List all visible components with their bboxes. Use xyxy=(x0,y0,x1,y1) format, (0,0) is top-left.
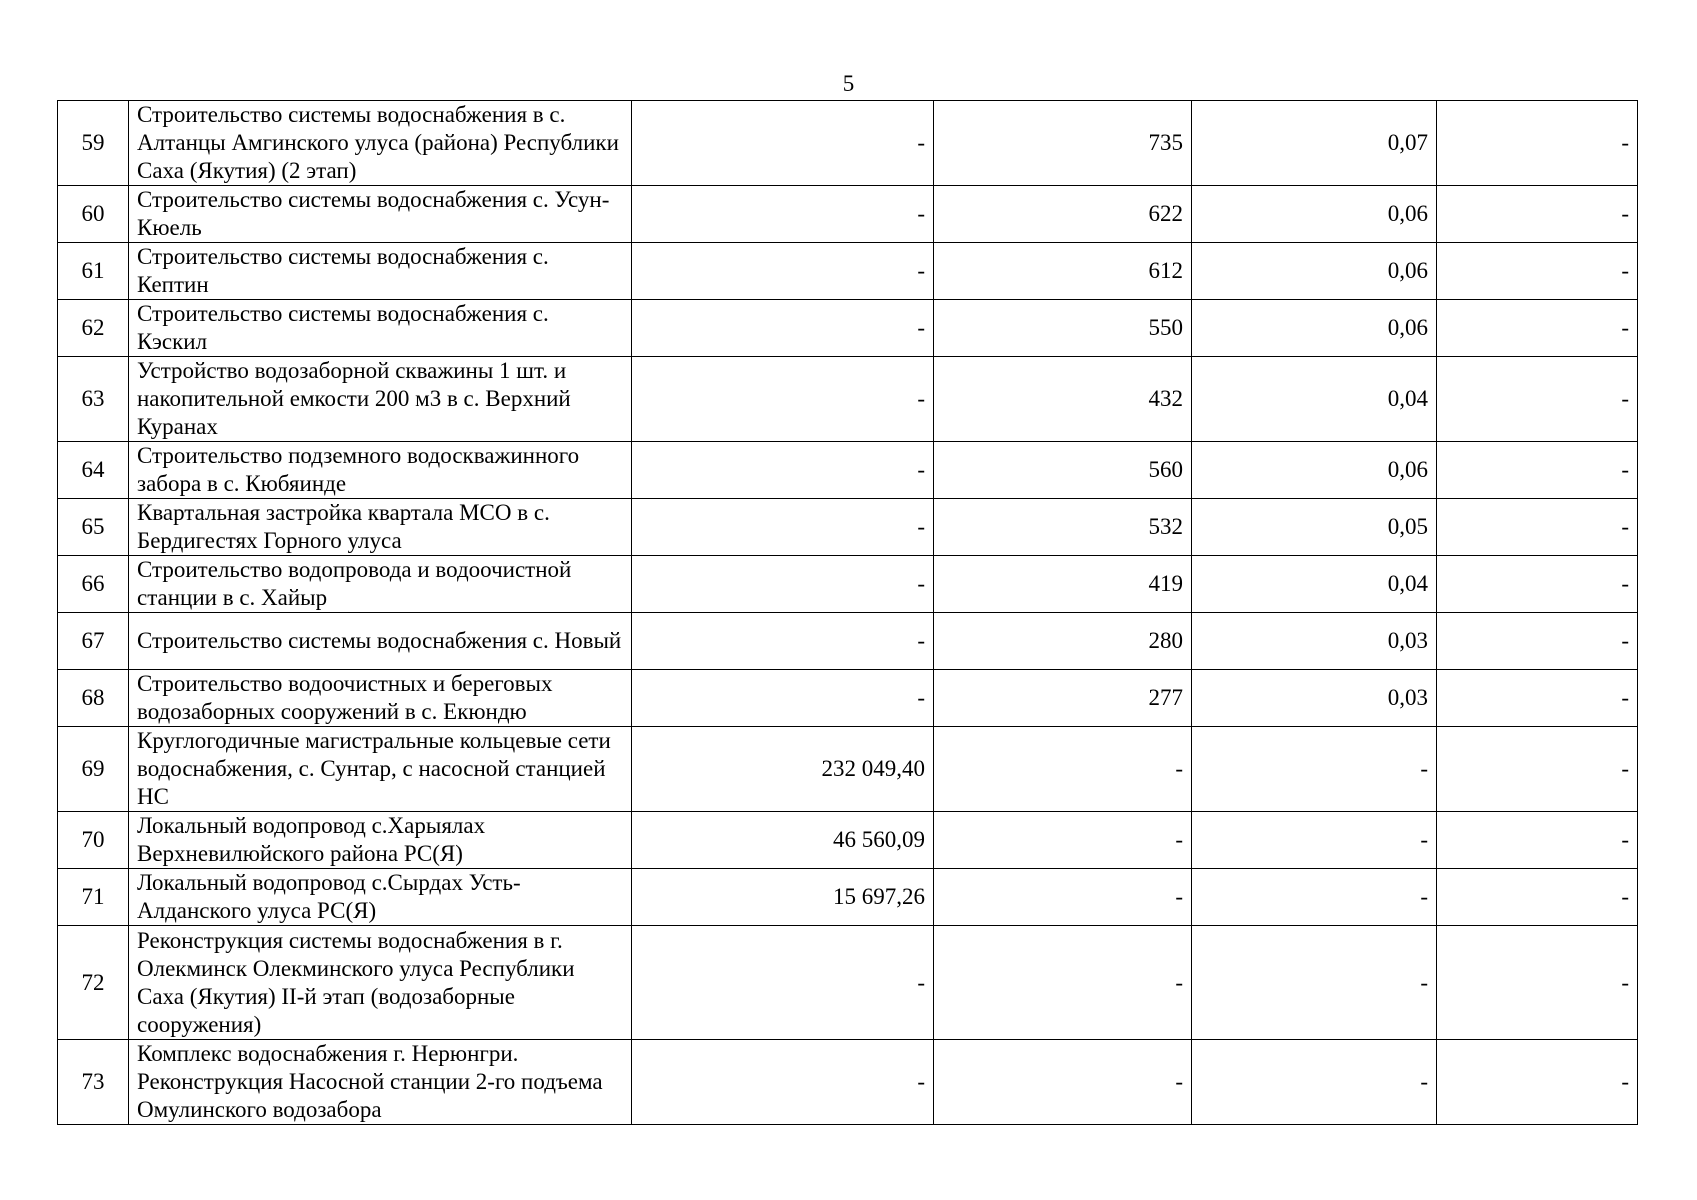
value-col-2: - xyxy=(934,1040,1192,1125)
value-col-1: - xyxy=(632,243,934,300)
table-row xyxy=(58,442,1638,499)
object-name: Строительство системы водоснабжения с. Усун-Кюель xyxy=(129,186,632,243)
value-col-4: - xyxy=(1437,186,1638,243)
table-row xyxy=(58,556,1638,613)
object-name: Квартальная застройка квартала МСО в с. Бердигестях Горного улуса xyxy=(129,499,632,556)
value-col-2: - xyxy=(934,869,1192,926)
object-name: Комплекс водоснабжения г. Нерюнгри. Реконструкция Насосной станции 2-го подъема Омулинского водозабора xyxy=(129,1040,632,1125)
value-col-3: 0,03 xyxy=(1192,670,1437,727)
value-col-2: 532 xyxy=(934,499,1192,556)
value-col-4: - xyxy=(1437,812,1638,869)
value-col-4: - xyxy=(1437,442,1638,499)
value-col-3: 0,06 xyxy=(1192,442,1437,499)
value-col-3: 0,04 xyxy=(1192,556,1437,613)
table-row xyxy=(58,670,1638,727)
value-col-3: 0,06 xyxy=(1192,243,1437,300)
object-name: Строительство системы водоснабжения с. Кептин xyxy=(129,243,632,300)
object-name: Устройство водозаборной скважины 1 шт. и накопительной емкости 200 м3 в с. Верхний Куранах xyxy=(129,357,632,442)
value-col-3: 0,05 xyxy=(1192,499,1437,556)
object-name: Строительство водопровода и водоочистной станции в с. Хайыр xyxy=(129,556,632,613)
value-col-1: - xyxy=(632,1040,934,1125)
value-col-1: - xyxy=(632,300,934,357)
object-name: Локальный водопровод с.Сырдах Усть-Алданского улуса РС(Я) xyxy=(129,869,632,926)
row-number: 69 xyxy=(58,727,129,812)
table-row xyxy=(58,101,1638,186)
table-row xyxy=(58,186,1638,243)
value-col-1: 232 049,40 xyxy=(632,727,934,812)
row-number: 71 xyxy=(58,869,129,926)
table-row xyxy=(58,869,1638,926)
value-col-3: - xyxy=(1192,1040,1437,1125)
value-col-4: - xyxy=(1437,613,1638,670)
value-col-2: 622 xyxy=(934,186,1192,243)
value-col-3: - xyxy=(1192,727,1437,812)
table-row xyxy=(58,812,1638,869)
row-number: 62 xyxy=(58,300,129,357)
value-col-1: - xyxy=(632,613,934,670)
value-col-3: 0,06 xyxy=(1192,300,1437,357)
value-col-2: 612 xyxy=(934,243,1192,300)
object-name: Строительство системы водоснабжения с. Новый xyxy=(129,613,632,670)
value-col-2: 550 xyxy=(934,300,1192,357)
value-col-4: - xyxy=(1437,101,1638,186)
value-col-2: 432 xyxy=(934,357,1192,442)
row-number: 66 xyxy=(58,556,129,613)
row-number: 63 xyxy=(58,357,129,442)
value-col-1: - xyxy=(632,926,934,1040)
row-number: 64 xyxy=(58,442,129,499)
value-col-1: - xyxy=(632,442,934,499)
value-col-4: - xyxy=(1437,243,1638,300)
table-row xyxy=(58,1040,1638,1125)
row-number: 70 xyxy=(58,812,129,869)
value-col-2: - xyxy=(934,926,1192,1040)
table-row xyxy=(58,727,1638,812)
table-row xyxy=(58,613,1638,670)
value-col-2: 560 xyxy=(934,442,1192,499)
value-col-2: - xyxy=(934,727,1192,812)
value-col-1: - xyxy=(632,186,934,243)
value-col-1: - xyxy=(632,556,934,613)
value-col-1: - xyxy=(632,499,934,556)
object-name: Строительство подземного водоскважинного забора в с. Кюбяинде xyxy=(129,442,632,499)
value-col-4: - xyxy=(1437,727,1638,812)
value-col-2: 277 xyxy=(934,670,1192,727)
object-name: Круглогодичные магистральные кольцевые сети водоснабжения, с. Сунтар, с насосной станцией НС xyxy=(129,727,632,812)
value-col-1: 15 697,26 xyxy=(632,869,934,926)
value-col-1: 46 560,09 xyxy=(632,812,934,869)
object-name: Строительство системы водоснабжения с. Кэскил xyxy=(129,300,632,357)
value-col-4: - xyxy=(1437,670,1638,727)
row-number: 67 xyxy=(58,613,129,670)
table-row xyxy=(58,300,1638,357)
value-col-4: - xyxy=(1437,926,1638,1040)
data-table xyxy=(57,100,1638,1125)
table-row xyxy=(58,926,1638,1040)
value-col-4: - xyxy=(1437,499,1638,556)
row-number: 68 xyxy=(58,670,129,727)
value-col-2: 280 xyxy=(934,613,1192,670)
value-col-3: - xyxy=(1192,926,1437,1040)
page-number: 5 xyxy=(842,71,855,96)
table-row xyxy=(58,357,1638,442)
value-col-4: - xyxy=(1437,357,1638,442)
value-col-2: 735 xyxy=(934,101,1192,186)
row-number: 72 xyxy=(58,926,129,1040)
value-col-1: - xyxy=(632,670,934,727)
row-number: 60 xyxy=(58,186,129,243)
value-col-1: - xyxy=(632,357,934,442)
object-name: Строительство системы водоснабжения в с. Алтанцы Амгинского улуса (района) Республики Саха (Якутия) (2 этап) xyxy=(129,101,632,186)
row-number: 65 xyxy=(58,499,129,556)
value-col-2: - xyxy=(934,812,1192,869)
value-col-4: - xyxy=(1437,556,1638,613)
value-col-4: - xyxy=(1437,869,1638,926)
row-number: 73 xyxy=(58,1040,129,1125)
value-col-3: - xyxy=(1192,869,1437,926)
value-col-3: - xyxy=(1192,812,1437,869)
table-row xyxy=(58,243,1638,300)
value-col-4: - xyxy=(1437,300,1638,357)
table-row xyxy=(58,499,1638,556)
row-number: 59 xyxy=(58,101,129,186)
row-number: 61 xyxy=(58,243,129,300)
value-col-3: 0,03 xyxy=(1192,613,1437,670)
value-col-1: - xyxy=(632,101,934,186)
value-col-3: 0,04 xyxy=(1192,357,1437,442)
value-col-2: 419 xyxy=(934,556,1192,613)
value-col-4: - xyxy=(1437,1040,1638,1125)
object-name: Строительство водоочистных и береговых водозаборных сооружений в с. Екюндю xyxy=(129,670,632,727)
value-col-3: 0,07 xyxy=(1192,101,1437,186)
object-name: Локальный водопровод с.Харыялах Верхневилюйского района РС(Я) xyxy=(129,812,632,869)
value-col-3: 0,06 xyxy=(1192,186,1437,243)
object-name: Реконструкция системы водоснабжения в г. Олекминск Олекминского улуса Республики Саха (Якутия) II-й этап (водозаборные сооружения) xyxy=(129,926,632,1040)
